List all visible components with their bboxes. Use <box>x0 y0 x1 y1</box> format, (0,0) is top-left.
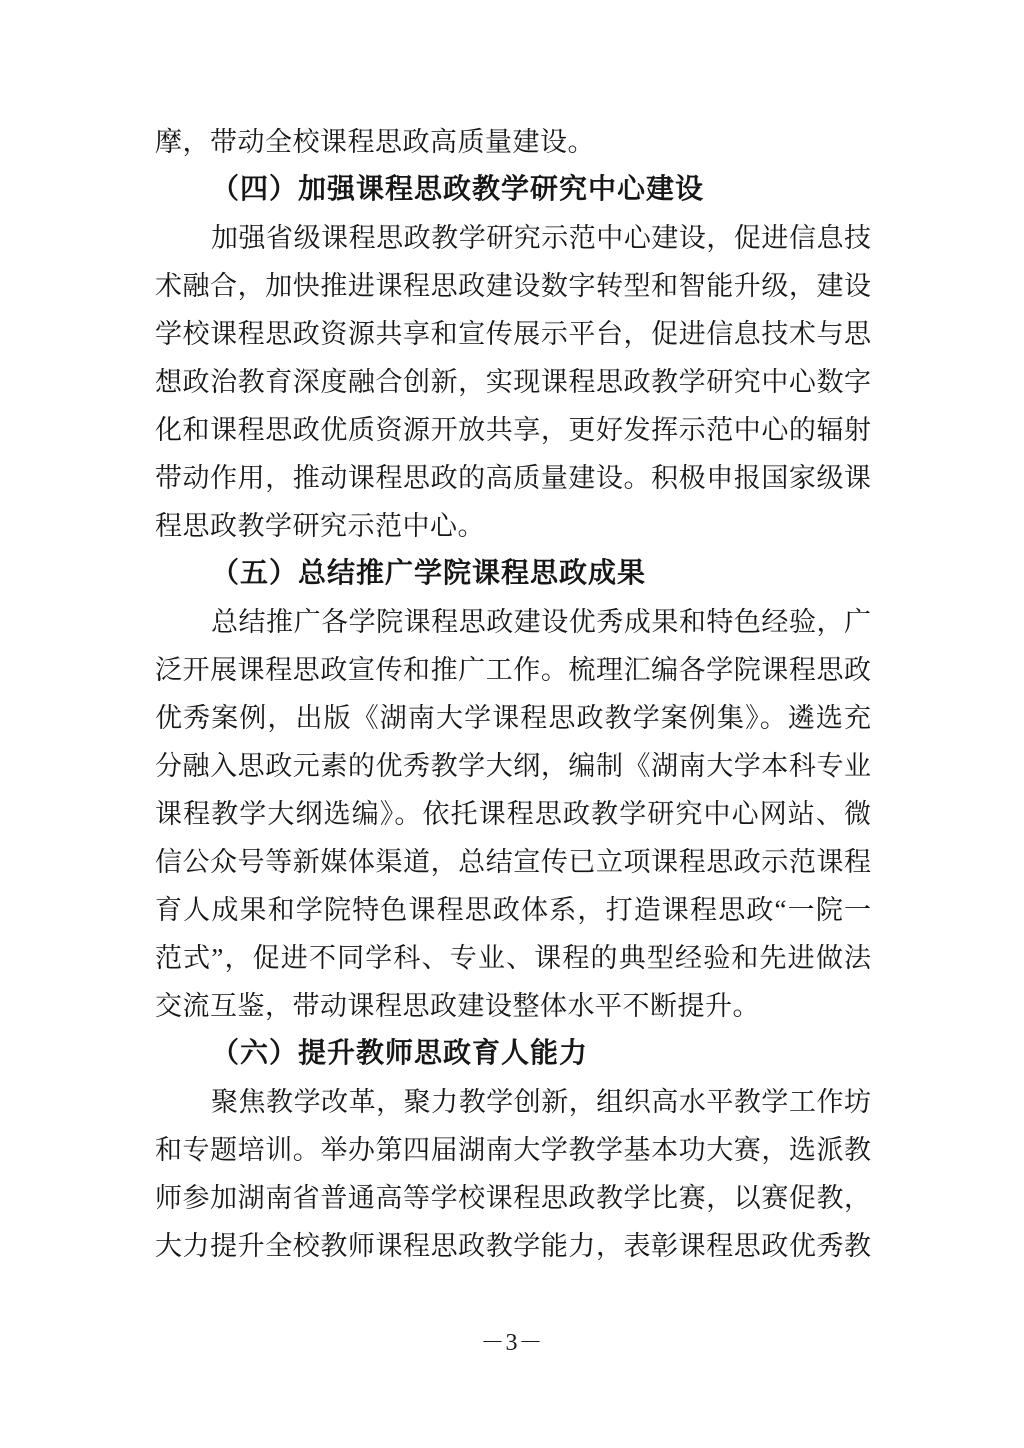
text-line: 带动作用，推动课程思政的高质量建设。积极申报国家级课 <box>155 463 871 493</box>
text-block <box>155 118 871 1270</box>
section-heading: （六）提升教师思政育人能力 <box>211 1038 589 1069</box>
text-line: 想政治教育深度融合创新，实现课程思政教学研究中心数字 <box>155 367 871 397</box>
text-line: 师参加湖南省普通高等学校课程思政教学比赛，以赛促教， <box>155 1183 871 1213</box>
text-line: 总结推广各学院课程思政建设优秀成果和特色经验，广 <box>211 607 871 637</box>
text-line: 术融合，加快推进课程思政建设数字转型和智能升级，建设 <box>155 271 871 301</box>
text-line: 摩，带动全校课程思政高质量建设。 <box>155 127 595 157</box>
text-line: 大力提升全校教师课程思政教学能力，表彰课程思政优秀教 <box>155 1231 871 1261</box>
text-line: 范式”，促进不同学科、专业、课程的典型经验和先进做法 <box>155 943 871 973</box>
text-line: 泛开展课程思政宣传和推广工作。梳理汇编各学院课程思政 <box>155 655 871 685</box>
text-line: 聚焦教学改革，聚力教学创新，组织高水平教学工作坊 <box>211 1087 871 1117</box>
text-line: 信公众号等新媒体渠道，总结宣传已立项课程思政示范课程 <box>155 847 871 877</box>
text-line: 和专题培训。举办第四届湖南大学教学基本功大赛，选派教 <box>155 1135 871 1165</box>
page-number: －3－ <box>480 1330 544 1356</box>
section-heading: （四）加强课程思政教学研究中心建设 <box>211 174 705 205</box>
section-heading: （五）总结推广学院课程思政成果 <box>211 558 647 589</box>
text-line: 分融入思政元素的优秀教学大纲，编制《湖南大学本科专业 <box>155 751 871 781</box>
text-line: 课程教学大纲选编》。依托课程思政教学研究中心网站、微 <box>155 799 871 829</box>
text-line: 育人成果和学院特色课程思政体系，打造课程思政“一院一 <box>155 895 871 925</box>
text-line: 程思政教学研究示范中心。 <box>155 511 485 541</box>
text-line: 化和课程思政优质资源开放共享，更好发挥示范中心的辐射 <box>155 415 871 445</box>
text-line: 优秀案例，出版《湖南大学课程思政教学案例集》。遴选充 <box>155 703 871 733</box>
text-line: 加强省级课程思政教学研究示范中心建设，促进信息技 <box>211 223 871 253</box>
text-line: 交流互鉴，带动课程思政建设整体水平不断提升。 <box>155 991 760 1021</box>
text-line: 学校课程思政资源共享和宣传展示平台，促进信息技术与思 <box>155 319 871 349</box>
